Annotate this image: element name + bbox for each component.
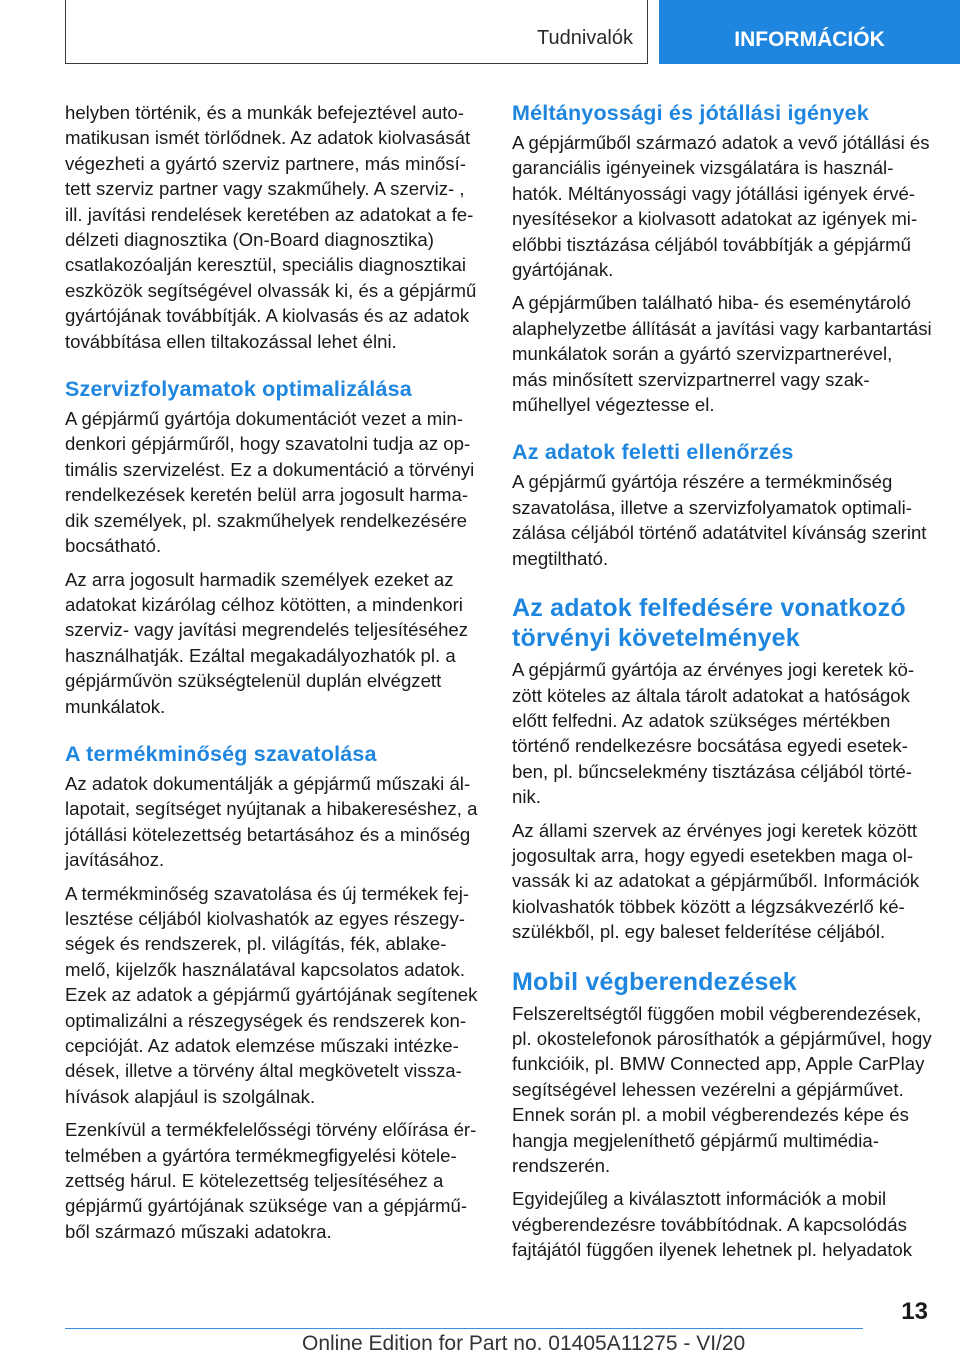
- chapter-tab: INFORMÁCIÓK: [659, 0, 960, 64]
- section-tab: Tudnivalók: [537, 27, 633, 49]
- paragraph: A gépjárműben található hiba- és eseménytároló alaphelyzetbe állítását a javítási vagy karbantartási munkálatok során a gyártó szervizpartnerével, más minősített szervizpartnerrel vagy szakműhellyel végeztesse el.: [512, 292, 932, 416]
- paragraph: Ezenkívül a termékfelelősségi törvény előírása értelmében a gyártóra termékmegfigyelési kötelezettség hárul. E kötelezettség teljesítéséhez a gépjármű gyártójának szüksége van a gépjárműből származó műszaki adatokra.: [65, 1119, 477, 1242]
- section-heading: Az adatok feletti ellenőrzés: [512, 440, 794, 465]
- paragraph: A gépjármű gyártója dokumentációt vezet a mindenkori gépjárműről, hogy szavatolni tudja az optimális szervizelést. Ez a dokumentáció a törvényi rendelkezések keretén belül arra jogosult harmadik személyek, pl. szakműhelyek rendelkezésére bocsátható.: [65, 408, 475, 557]
- chapter-heading: Mobil végberendezések: [512, 967, 797, 996]
- paragraph: Az állami szervek az érvényes jogi keretek között jogosultak arra, hogy egyedi esetekben maga olvassák ki az adatokat a gépjárműből. Információk kiolvashatók többek között a légzsákvezérlő készülékből, pl. egy baleset felderítése céljából.: [512, 819, 920, 943]
- paragraph: Az arra jogosult harmadik személyek ezeket az adatokat kizárólag célhoz kötötten, a mindenkori szerviz- vagy javítási megrendelés teljesítéséhez használhatják. Ezáltal megakadályozhatók pl. a gépjárművön szükségtelenül duplán elvégzett munkálatok.: [65, 568, 469, 717]
- paragraph: Az adatok dokumentálják a gépjármű műszaki állapotait, segítséget nyújtanak a hibakereséshez, a jótállási kötelezettség betartásához és a minőség javításához.: [65, 772, 478, 871]
- chapter-heading: Az adatok felfedésére vonatkozó törvényi követelmények: [512, 594, 906, 653]
- section-heading: Szervizfolyamatok optimalizálása: [65, 377, 412, 402]
- edition-footer: Online Edition for Part no. 01405A11275 - VI/20: [302, 1332, 746, 1355]
- right-column: [512, 100, 932, 1271]
- paragraph: Felszereltségtől függően mobil végberendezések, pl. okostelefonok párosíthatók a gépjárművel, hogy funkcióik, pl. BMW Connected app, Apple CarPlay segítségével lehessen vezérelni a gépjárművet. Ennek során pl. a mobil végberendezés képe és hangja megjeleníthető gépjármű multimédia-rendszerén.: [512, 1002, 932, 1176]
- section-heading: Méltányossági és jótállási igények: [512, 101, 869, 125]
- footer-divider: [65, 1328, 863, 1329]
- section-heading: A termékminőség szavatolása: [65, 741, 377, 766]
- paragraph: A gépjármű gyártója részére a termékminőség szavatolása, illetve a szervizfolyamatok optimalizálása céljából történő adatátvitel kívánság szerint megtiltható.: [512, 471, 927, 569]
- paragraph: helyben történik, és a munkák befejeztével automatikusan ismét törlődnek. Az adatok kiolvasását végezheti a gyártó szerviz partnere, más minősített szerviz partner vagy szakműhely. A szerviz- , ill. javítási rendelések keretében az adatokat a fedélzeti diagnosztika (On-Board diagnosztika) csatlakozóalján keresztül, speciális diagnosztikai eszközök segítségével olvassák ki, és a gépjármű gyártójának továbbítják. A kiolvasás és az adatok továbbítása ellen tiltakozással lehet élni.: [65, 102, 477, 352]
- paragraph: Egyidejűleg a kiválasztott információk a mobil végberendezésre továbbítódnak. A kapcsolódás fajtájától függően ilyenek lehetnek pl. helyadatok: [512, 1188, 913, 1261]
- section-tab-frame: [65, 0, 648, 64]
- paragraph: A gépjárműből származó adatok a vevő jótállási és garanciális igényeinek vizsgálatára is használhatók. Méltányossági vagy jótállási igények érvényesítésekor a kiolvasott adatokat az igények mielőbbi tisztázása céljából továbbítják a gépjármű gyártójának.: [512, 132, 930, 281]
- page-number: 13: [901, 1298, 928, 1325]
- paragraph: A termékminőség szavatolása és új termékek fejlesztése céljából kiolvashatók az egyes részegységek és rendszerek, pl. világítás, fék, ablakemelő, kijelzők használatával kapcsolatos adatok. Ezek az adatok a gépjármű gyártójának segítenek optimalizálni a részegységek és rendszerek koncepcióját. Az adatok elemzése műszaki intézkedések, illetve a törvény által megkövetelt visszahívások alapjául is szolgálnak.: [65, 882, 478, 1107]
- paragraph: A gépjármű gyártója az érvényes jogi keretek között köteles az általa tárolt adatokat a hatóságok előtt felfedni. Az adatok szükséges mértékben történő rendelkezésre bocsátása egyedi esetekben, pl. bűncselekmény tisztázása céljából történik.: [512, 659, 915, 808]
- page-header: [0, 0, 960, 66]
- left-column: [65, 100, 485, 1252]
